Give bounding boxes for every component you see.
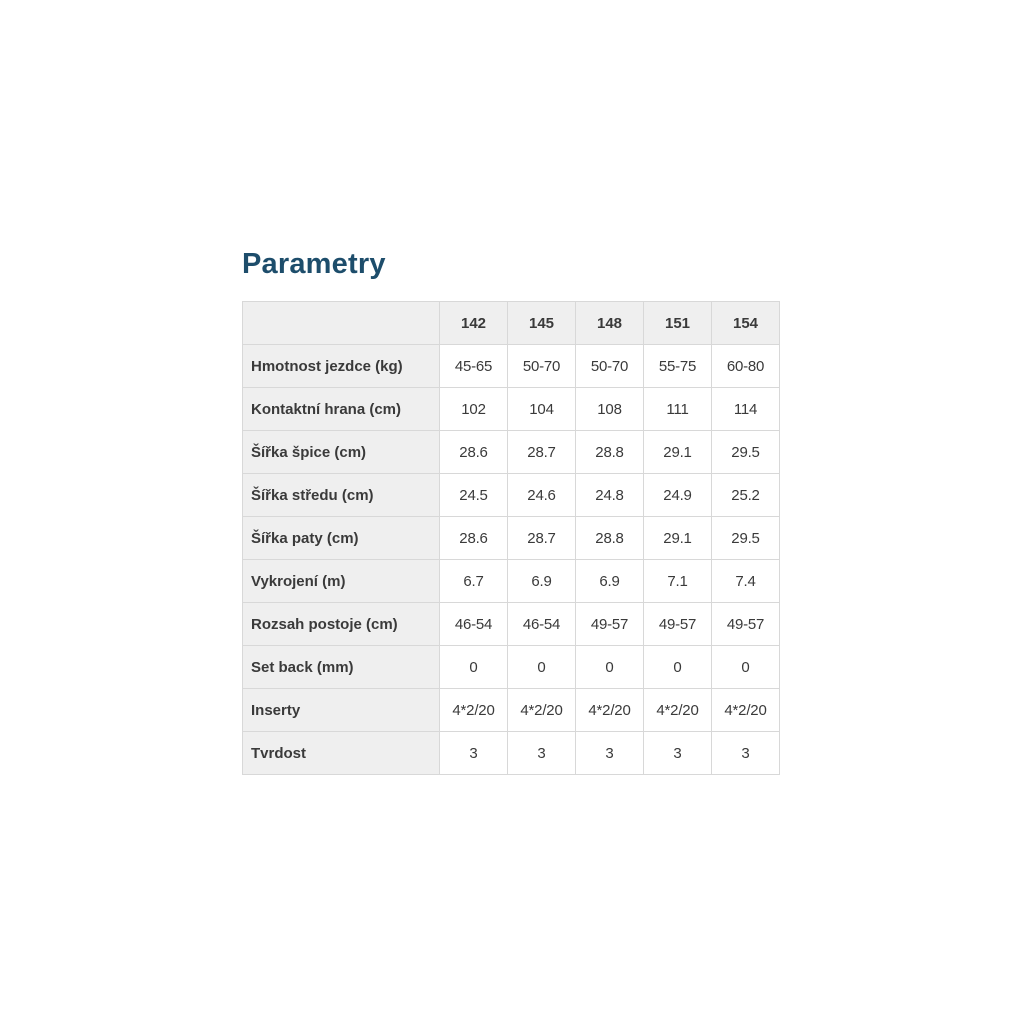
table-cell: 29.1	[644, 431, 712, 474]
table-cell: 50-70	[508, 345, 576, 388]
table-cell: 0	[712, 646, 780, 689]
section-title: Parametry	[242, 248, 386, 280]
table-cell: 3	[712, 732, 780, 775]
table-cell: 28.6	[440, 517, 508, 560]
table-cell: 6.9	[508, 560, 576, 603]
table-cell: 3	[576, 732, 644, 775]
table-cell: 49-57	[644, 603, 712, 646]
row-label: Šířka špice (cm)	[243, 431, 440, 474]
table-row	[243, 388, 780, 431]
size-header: 142	[440, 302, 508, 345]
table-cell: 4*2/20	[508, 689, 576, 732]
size-header: 148	[576, 302, 644, 345]
table-cell: 45-65	[440, 345, 508, 388]
table-cell: 24.8	[576, 474, 644, 517]
table-cell: 3	[644, 732, 712, 775]
table-cell: 25.2	[712, 474, 780, 517]
table-cell: 46-54	[508, 603, 576, 646]
table-cell: 0	[576, 646, 644, 689]
table-cell: 24.9	[644, 474, 712, 517]
parameters-table	[242, 301, 780, 775]
table-row	[243, 646, 780, 689]
row-label: Vykrojení (m)	[243, 560, 440, 603]
table-cell: 111	[644, 388, 712, 431]
row-label: Šířka středu (cm)	[243, 474, 440, 517]
table-cell: 3	[508, 732, 576, 775]
table-cell: 104	[508, 388, 576, 431]
table-row	[243, 732, 780, 775]
table-row	[243, 603, 780, 646]
table-cell: 28.6	[440, 431, 508, 474]
table-cell: 102	[440, 388, 508, 431]
table-row	[243, 474, 780, 517]
table-cell: 4*2/20	[644, 689, 712, 732]
table-cell: 24.6	[508, 474, 576, 517]
table-row	[243, 517, 780, 560]
table-cell: 0	[440, 646, 508, 689]
size-header: 145	[508, 302, 576, 345]
table-cell: 6.7	[440, 560, 508, 603]
table-cell: 28.8	[576, 431, 644, 474]
table-cell: 108	[576, 388, 644, 431]
row-label: Inserty	[243, 689, 440, 732]
size-header: 151	[644, 302, 712, 345]
row-label: Rozsah postoje (cm)	[243, 603, 440, 646]
row-label: Šířka paty (cm)	[243, 517, 440, 560]
table-cell: 46-54	[440, 603, 508, 646]
row-label: Kontaktní hrana (cm)	[243, 388, 440, 431]
table-cell: 0	[508, 646, 576, 689]
table-cell: 50-70	[576, 345, 644, 388]
table-cell: 7.4	[712, 560, 780, 603]
table-row	[243, 345, 780, 388]
table-cell: 29.1	[644, 517, 712, 560]
table-cell: 114	[712, 388, 780, 431]
table-cell: 7.1	[644, 560, 712, 603]
header-corner-cell	[243, 302, 440, 345]
table-cell: 55-75	[644, 345, 712, 388]
table-row	[243, 689, 780, 732]
table-cell: 49-57	[712, 603, 780, 646]
row-label: Hmotnost jezdce (kg)	[243, 345, 440, 388]
table-cell: 28.8	[576, 517, 644, 560]
row-label: Tvrdost	[243, 732, 440, 775]
table-cell: 0	[644, 646, 712, 689]
parameters-section	[242, 242, 782, 775]
table-cell: 6.9	[576, 560, 644, 603]
table-row	[243, 431, 780, 474]
table-cell: 28.7	[508, 517, 576, 560]
header-row	[243, 302, 780, 345]
table-row	[243, 560, 780, 603]
table-cell: 4*2/20	[440, 689, 508, 732]
table-cell: 4*2/20	[712, 689, 780, 732]
table-cell: 29.5	[712, 431, 780, 474]
table-cell: 49-57	[576, 603, 644, 646]
size-header: 154	[712, 302, 780, 345]
row-label: Set back (mm)	[243, 646, 440, 689]
table-cell: 4*2/20	[576, 689, 644, 732]
table-cell: 3	[440, 732, 508, 775]
table-cell: 60-80	[712, 345, 780, 388]
table-cell: 29.5	[712, 517, 780, 560]
table-cell: 24.5	[440, 474, 508, 517]
table-cell: 28.7	[508, 431, 576, 474]
